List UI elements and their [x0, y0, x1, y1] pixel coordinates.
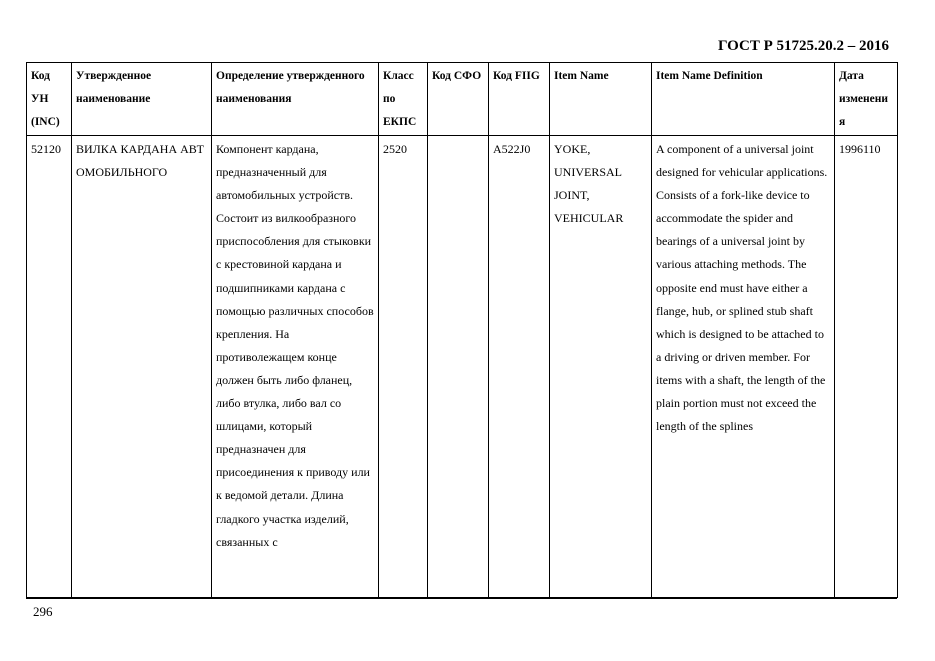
document-standard-header: ГОСТ Р 51725.20.2 – 2016 [717, 38, 889, 54]
item-name-table [26, 62, 898, 598]
cell-approved-name: ВИЛКА КАРДАНА АВТОМОБИЛЬНОГО [72, 136, 212, 598]
cell-item-name: YOKE, UNIVERSAL JOINT, VEHICULAR [550, 136, 652, 598]
col-header-approved-name: Утвержденное наименование [72, 63, 212, 136]
cell-fiig: A522J0 [489, 136, 550, 598]
table-bottom-rule [26, 597, 897, 599]
cell-inc: 52120 [27, 136, 72, 598]
col-header-fiig: Код FIIG [489, 63, 550, 136]
cell-sfo [428, 136, 489, 598]
col-header-definition: Определение утвержденного наименования [212, 63, 379, 136]
cell-definition: Компонент кардана, предназначенный для автомобильных устройств. Состоит из вилкообразного приспособления для стыковки с крестовиной кардана и подшипниками кардана с помощью различных способов крепления. На противолежащем конце должен быть либо фланец, либо втулка, либо вал со шлицами, который предназначен для присоединения к приводу или к ведомой детали. Длина гладкого участка изделий, связанных с [212, 136, 379, 598]
table-header-row [27, 63, 898, 136]
col-header-date: Дата изменения [835, 63, 898, 136]
col-header-item-definition: Item Name Definition [652, 63, 835, 136]
col-header-class: Класс по ЕКПС [379, 63, 428, 136]
page-number: 296 [33, 604, 53, 619]
col-header-inc: Код УН (INC) [27, 63, 72, 136]
cell-item-definition: A component of a universal joint designed for vehicular applications. Consists of a fork-like device to accommodate the spider and bearings of a universal joint by various attaching methods. The opposite end must have either a flange, hub, or splined stub shaft which is designed to be attached to a driving or driven member. For items with a shaft, the length of the plain portion must not exceed the length of the splines [652, 136, 835, 598]
table-row [27, 136, 898, 598]
col-header-item-name: Item Name [550, 63, 652, 136]
cell-date: 1996110 [835, 136, 898, 598]
col-header-sfo: Код СФО [428, 63, 489, 136]
cell-class: 2520 [379, 136, 428, 598]
